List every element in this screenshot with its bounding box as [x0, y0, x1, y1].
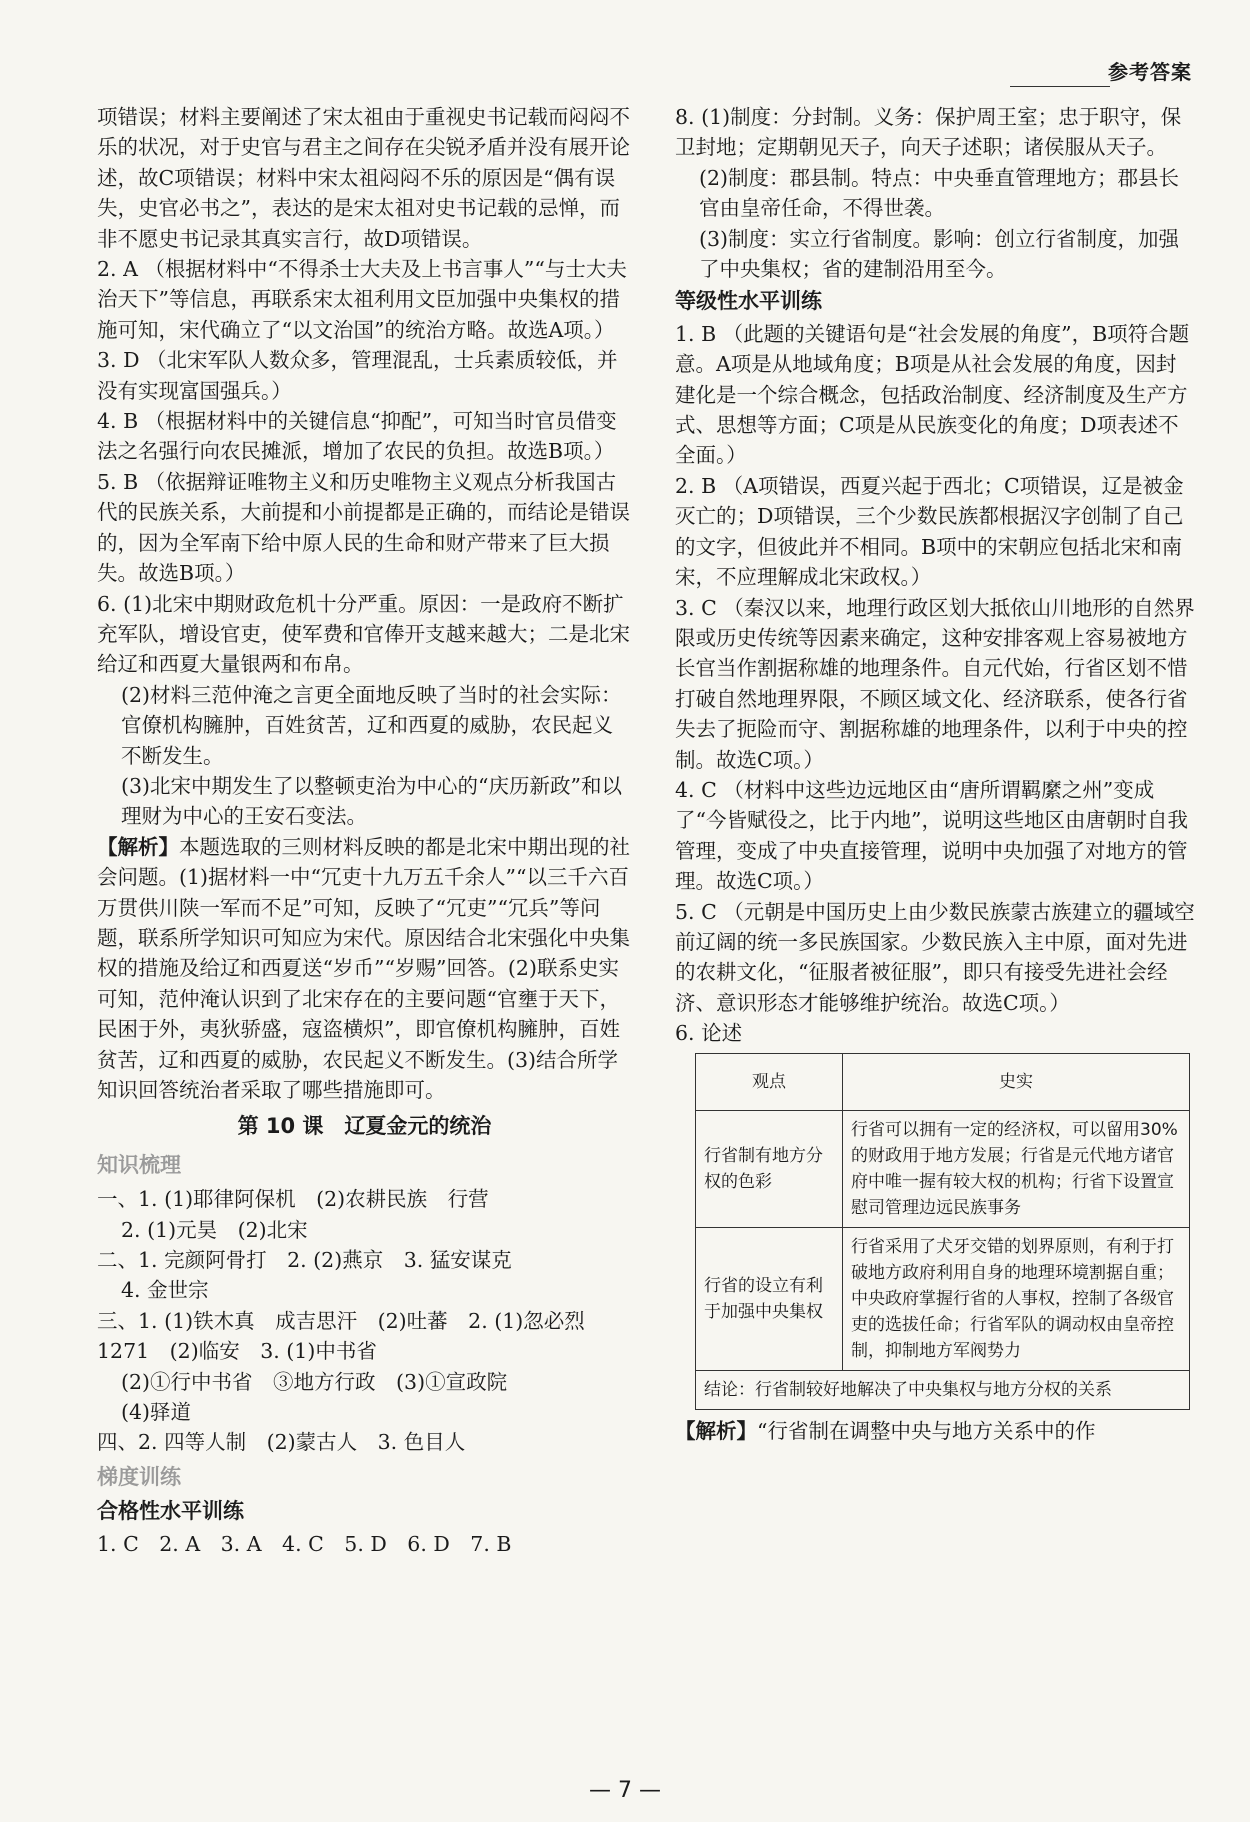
knowledge-line: 二、1. 完颜阿骨打 2. (2)燕京 3. 猛安谋克 [97, 1248, 512, 1273]
knowledge-line: (2)①行中书省 ③地方行政 (3)①宣政院 [121, 1369, 508, 1394]
final-analysis-label: 【解析】 [675, 1418, 757, 1443]
answer-6-part3: (3)北宋中期发生了以整顿吏治为中心的“庆历新政”和以理财为中心的王安石变法。 [121, 773, 622, 829]
final-analysis-text: “行省制在调整中央与地方关系中的作 [757, 1418, 1096, 1443]
final-analysis [675, 1416, 1195, 1446]
answer-8-part1: 8. (1)制度：分封制。义务：保护周王室；忠于职守，保卫封地；定期朝见天子，向天子述职；诸侯服从天子。 [675, 105, 1182, 160]
grade-heading: 等级性水平训练 [675, 289, 822, 314]
table-row [696, 1110, 1190, 1227]
knowledge-heading: 知识梳理 [97, 1152, 181, 1177]
analysis-text: 本题选取的三则材料反映的都是北宋中期出现的社会问题。(1)据材料一中“冗吏十九万五千余人”“以三千六百万贯供川陕一军而不足”可知，反映了“冗吏”“冗兵”等问题，联系所学知识可知应为宋代。原因结合北宋强化中央集权的措施及给辽和西夏送“岁币”“岁赐”回答。(2)联系史实可知，范仲淹认识到了北宋存在的主要问题“官壅于天下，民困于外，夷狄骄盛，寇盗横炽”，即官僚机构臃肿，百姓贫苦，辽和西夏的威胁，农民起义不断发生。(3)结合所学知识回答统治者采取了哪些措施即可。 [97, 834, 630, 1102]
answer-4: 4. B （根据材料中的关键信息“抑配”，可知当时官员借变法之名强行向农民摊派，增加了农民的负担。故选B项。） [97, 409, 617, 464]
table-header-row [696, 1053, 1190, 1110]
table-cell: 行省制有地方分权的色彩 [696, 1110, 843, 1227]
knowledge-line: 三、1. (1)铁木真 成吉思汗 (2)吐蕃 2. (1)忽必烈 1271 (2)临安 3. (1)中书省 [97, 1308, 606, 1364]
lesson-title: 第 10 课 辽夏金元的统治 [237, 1114, 492, 1139]
page-number: — 7 — [589, 1778, 661, 1803]
knowledge-line: (4)驿道 [121, 1400, 192, 1425]
views-table [695, 1053, 1190, 1410]
table-row [696, 1370, 1190, 1409]
table-row [696, 1227, 1190, 1370]
grade-answer-6-label: 6. 论述 [675, 1021, 743, 1046]
table-conclusion: 结论：行省制较好地解决了中央集权与地方分权的关系 [696, 1370, 1190, 1409]
grade-answer-2: 2. B （A项错误，西夏兴起于西北；C项错误，辽是被金灭亡的；D项错误，三个少数民族都根据汉字创制了自己的文字，但彼此并不相同。B项中的宋朝应包括北宋和南宋，不应理解成北宋政权。） [675, 473, 1184, 590]
gradient-heading: 梯度训练 [97, 1464, 181, 1489]
knowledge-line: 一、1. (1)耶律阿保机 (2)农耕民族 行营 [97, 1187, 489, 1212]
table-header: 史实 [843, 1053, 1190, 1110]
qualified-heading: 合格性水平训练 [97, 1499, 244, 1524]
answer-2: 2. A （根据材料中“不得杀士大夫及上书言事人”“与士大夫治天下”等信息，再联系宋太祖利用文臣加强中央集权的措施可知，宋代确立了“以文治国”的统治方略。故选A项。） [97, 257, 627, 342]
header-label: 参考答案 [1108, 60, 1192, 84]
header-rule [1010, 86, 1110, 87]
answer-6-part1: 6. (1)北宋中期财政危机十分严重。原因：一是政府不断扩充军队，增设官吏，使军费和官俸开支越来越大；二是北宋给辽和西夏大量银两和布帛。 [97, 591, 630, 677]
grade-answer-3: 3. C （秦汉以来，地理行政区划大抵依山川地形的自然界限或历史传统等因素来确定，这种安排客观上容易被地方长官当作割据称雄的地理条件。自元代始，行省区划不惜打破自然地理界限，不顾区域文化、经济联系，使各行省失去了扼险而守、割据称雄的地理条件，以利于中央的控制。故选C项。） [675, 595, 1195, 772]
answer-5: 5. B （依据辩证唯物主义和历史唯物主义观点分析我国古代的民族关系，大前提和小前提都是正确的，而结论是错误的，因为全军南下给中原人民的生命和财产带来了巨大损失。故选B项。） [97, 469, 630, 586]
grade-answer-5: 5. C （元朝是中国历史上由少数民族蒙古族建立的疆域空前辽阔的统一多民族国家。少数民族入主中原，面对先进的农耕文化，“征服者被征服”，即只有接受先进社会经济、意识形态才能够维护统治。故选C项。） [675, 899, 1195, 1015]
answer-8-part3: (3)制度：实立行省制度。影响：创立行省制度，加强了中央集权；省的建制沿用至今。 [699, 226, 1180, 282]
analysis-label: 【解析】 [97, 834, 179, 859]
right-column [675, 102, 1195, 1446]
knowledge-line: 4. 金世宗 [121, 1278, 209, 1303]
table-cell: 行省可以拥有一定的经济权，可以留用30%的财政用于地方发展；行省是元代地方诸官府中唯一握有较大权的机构；行省下设置宣慰司管理边远民族事务 [843, 1110, 1190, 1227]
answer-8-part2: (2)制度：郡县制。特点：中央垂直管理地方；郡县长官由皇帝任命，不得世袭。 [699, 165, 1180, 221]
qualified-answers: 1. C 2. A 3. A 4. C 5. D 6. D 7. B [97, 1531, 512, 1556]
table-header: 观点 [696, 1053, 843, 1110]
answer-6-part2: (2)材料三范仲淹之言更全面地反映了当时的社会实际：官僚机构臃肿，百姓贫苦，辽和西夏的威胁，农民起义不断发生。 [121, 682, 622, 768]
answer-3: 3. D （北宋军队人数众多，管理混乱，士兵素质较低，并没有实现富国强兵。） [97, 348, 618, 403]
analysis-paragraph [97, 832, 632, 1106]
table-cell: 行省采用了犬牙交错的划界原则，有利于打破地方政府利用自身的地理环境割据自重；中央政府掌握行省的人事权，控制了各级官吏的选拔任命；行省军队的调动权由皇帝控制，抑制地方军阀势力 [843, 1227, 1190, 1370]
knowledge-line: 四、2. 四等人制 (2)蒙古人 3. 色目人 [97, 1430, 466, 1455]
answer-text: 项错误；材料主要阐述了宋太祖由于重视史书记载而闷闷不乐的状况，对于史官与君主之间存在尖锐矛盾并没有展开论述，故C项错误；材料中宋太祖闷闷不乐的原因是“偶有误失，史官必书之”，表达的是宋太祖对史书记载的忌惮，而非不愿史书记录其真实言行，故D项错误。 [97, 105, 630, 251]
grade-answer-1: 1. B （此题的关键语句是“社会发展的角度”，B项符合题意。A项是从地域角度；B项是从社会发展的角度，因封建化是一个综合概念，包括政治制度、经济制度及生产方式、思想等方面；C项是从民族变化的角度；D项表述不全面。） [675, 321, 1190, 468]
grade-answer-4: 4. C （材料中这些边远地区由“唐所谓羁縻之州”变成了“今皆赋役之，比于内地”，说明这些地区由唐朝时自我管理，变成了中央直接管理，说明中央加强了对地方的管理。故选C项。） [675, 777, 1188, 894]
table-cell: 行省的设立有利于加强中央集权 [696, 1227, 843, 1370]
knowledge-line: 2. (1)元昊 (2)北宋 [121, 1217, 308, 1242]
left-column [97, 102, 632, 1559]
